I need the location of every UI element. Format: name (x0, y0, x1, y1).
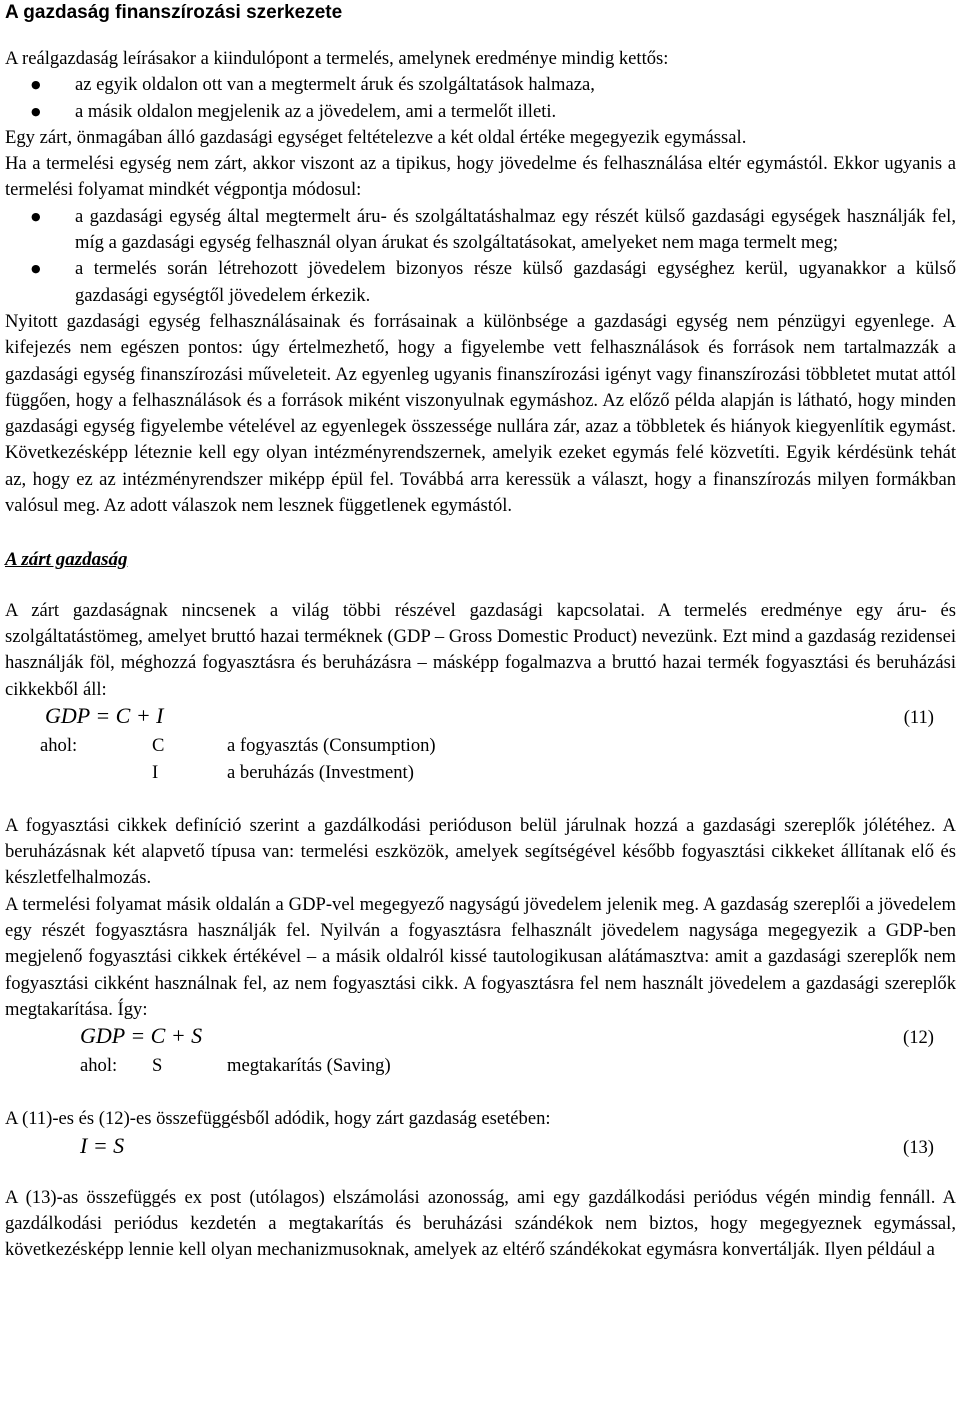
definition-text: a fogyasztás (Consumption) (227, 734, 436, 756)
equation-formula: GDP = C + S (80, 1023, 203, 1049)
equation-number: (11) (903, 706, 934, 728)
section-title: A zárt gazdaság (5, 549, 128, 571)
ex-post-paragraph: A (13)-as összefüggés ex post (utólagos) elszámolási azonosság, ami egy gazdálkodási periódus végén mindig fennáll. A gazdálkodási periódus kezdetén a megtakarítás és beruházási szándékok nem biztos, hogy megegyeznek egymással, következésképp lennie kell olyan mechanizmusoknak, amelyek az eltérő szándékokat egymásra konvertálják. Ilyen például a (5, 1186, 956, 1261)
equation-formula: I = S (80, 1132, 125, 1158)
list-item: ● a gazdasági egység által megtermelt áru- és szolgáltatáshalmaz egy részét külső gazdasági egységek használják fel, míg a gazdasági egység felhasznál olyan árukat és szolgáltatásokat, amelyeket nem maga termelt meg; (5, 204, 956, 257)
equation-number: (12) (903, 1027, 934, 1049)
definition-row (5, 733, 956, 760)
definition-symbol: I (152, 761, 159, 783)
output-bullet-list (5, 72, 956, 125)
intro-paragraph: A reálgazdaság leírásakor a kiindulópont a termelés, amelynek eredménye mindig kettős: (5, 48, 669, 69)
definition-row (5, 760, 956, 787)
equation-formula: GDP = C + I (45, 702, 164, 728)
list-item: ● a másik oldalon megjelenik az a jövedelem, ami a termelőt illeti. (5, 99, 956, 125)
derivation-paragraph: A (11)-es és (12)-es összefüggésből adódik, hogy zárt gazdaság esetében: (5, 1108, 551, 1130)
definition-row (5, 1053, 956, 1080)
closed-economy-paragraph: A zárt gazdaságnak nincsenek a világ többi részével gazdasági kapcsolatai. A termelés eredménye egy áru- és szolgáltatástömeg, amelyet bruttó hazai terméknek (GDP – Gross Domestic Product) nevezünk. Ezt mind a gazdaság rezidensei használják föl, méghozzá fogyasztásra és beruházásra – másképp fogalmazva a bruttó hazai termék fogyasztási és beruházási cikkekből áll: (5, 599, 956, 700)
where-label: ahol: (40, 734, 78, 756)
list-item: ● az egyik oldalon ott van a megtermelt áruk és szolgáltatások halmaza, (5, 72, 956, 98)
equation-number: (13) (903, 1136, 934, 1158)
definition-text: megtakarítás (Saving) (227, 1055, 391, 1077)
equation-12 (5, 1023, 956, 1053)
equation-11 (5, 703, 956, 733)
income-paragraph: A termelési folyamat másik oldalán a GDP-vel megegyező nagyságú jövedelem jelenik meg. A gazdaság szereplői a jövedelem egy részét fogyasztásra használják fel. Nyilván a fogyasztásra felhasznált jövedelem nagysága megegyezik a GDP-ben megjelenő fogyasztási cikkek értékével – a másik oldalról kissé tautologikusan alátámasztva: amit a gazdasági szereplők nem fogyasztási cikként használnak fel, az nem fogyasztási cikk. A fogyasztásra fel nem használt jövedelem a gazdasági szereplők megtakarítása. Így: (5, 893, 956, 1020)
definition-symbol: S (152, 1055, 163, 1077)
consumption-paragraph: A fogyasztási cikkek definíció szerint a gazdálkodási perióduson belül járulnak hozzá a gazdasági szereplők jólétéhez. A beruházásnak két alapvető típusa van: termelési eszközök, amelyek segítségével később fogyasztási cikkeket állítanak elő és készletfelhalmozás. (5, 814, 956, 889)
definition-text: a beruházás (Investment) (227, 761, 414, 783)
balance-paragraph: Nyitott gazdasági egység felhasználásainak és forrásainak a különbsége a gazdasági egység nem pénzügyi egyenlege. A kifejezés nem egészen pontos: úgy értelmezhető, hogy a figyelembe vett felhasználások és források nem tartalmazzák a gazdasági egység finanszírozási műveleteit. Az egyenleg ugyanis finanszírozási igényt vagy finanszírozási többletet mutat attól függően, hogy a felhasználások és a források miként viszonyulnak egymáshoz. Az előző példa alapján is látható, hogy minden gazdasági egység figyelembe vételével az egyenlegek összessége nullára zár, azaz a többletek és hiányok kiegyenlítik egymást. Következésképp léteznie kell egy olyan intézményrendszernek, amelyik ezeket egymás felé közvetíti. Egyik kérdésünk tehát az, hogy ez az intézményrendszer miképp épül fel. Továbbá arra keressük a választ, hogy a finanszírozás milyen formákban valósul meg. Az adott válaszok nem lesznek függetlenek egymástól. (5, 310, 956, 517)
equation-13 (5, 1133, 956, 1163)
closed-unit-paragraph: Egy zárt, önmagában álló gazdasági egységet feltételezve a két oldal értéke megegyezik egymással. (5, 126, 747, 148)
modification-bullet-list (5, 204, 956, 309)
list-item: ● a termelés során létrehozott jövedelem bizonyos része külső gazdasági egységhez kerül, ugyanakkor a külső gazdasági egységtől jövedelem érkezik. (5, 256, 956, 309)
definition-symbol: C (152, 734, 165, 756)
document-title: A gazdaság finanszírozási szerkezete (5, 2, 343, 23)
where-label: ahol: (80, 1055, 118, 1077)
open-unit-paragraph: Ha a termelési egység nem zárt, akkor viszont az a tipikus, hogy jövedelme és felhasználása eltér egymástól. Ekkor ugyanis a termelési folyamat mindkét végpontja módosul: (5, 153, 956, 201)
